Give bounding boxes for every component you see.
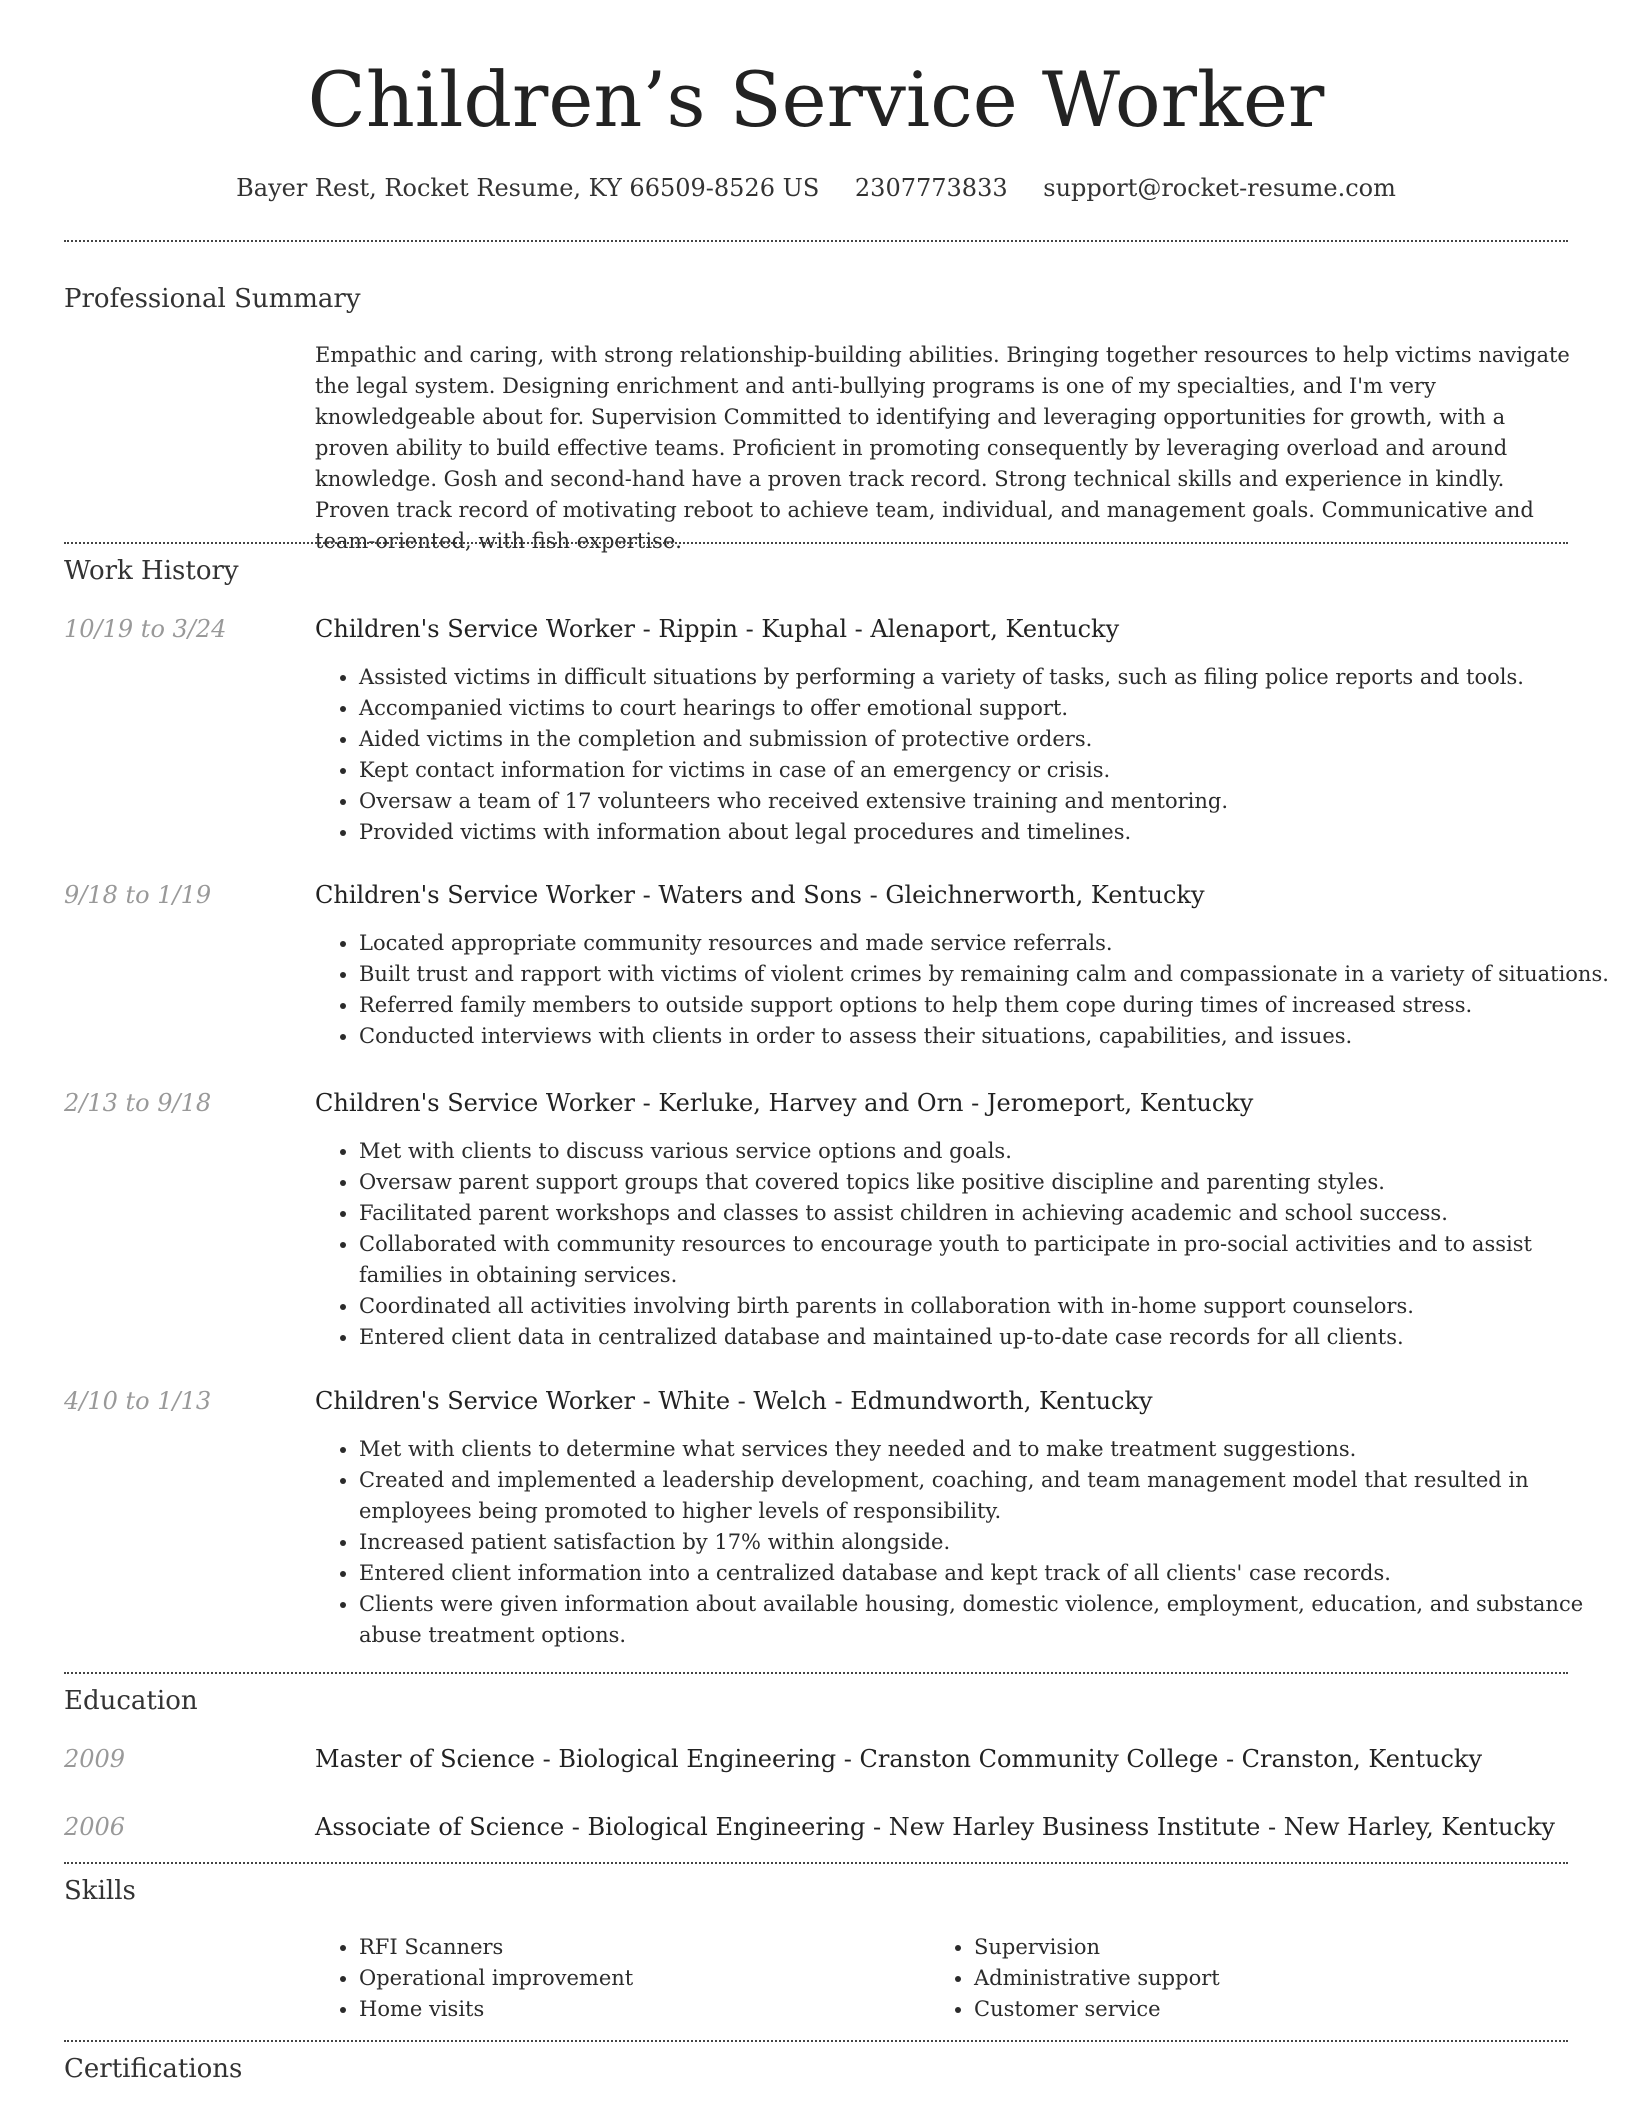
list-item: • Administrative support — [974, 1963, 1534, 1994]
section-divider — [64, 1862, 1568, 1864]
job-title: Children's Service Worker - Rippin - Kuphal - Alenaport, Kentucky — [315, 615, 1120, 643]
list-item: • Oversaw a team of 17 volunteers who received extensive training and mentoring. — [359, 786, 1614, 817]
contact-line — [0, 170, 1632, 206]
job-title: Children's Service Worker - White - Welch - Edmundworth, Kentucky — [315, 1387, 1153, 1415]
list-item: • Facilitated parent workshops and classes to assist children in achieving academic and school success. — [359, 1198, 1614, 1229]
skills-list-right — [930, 1932, 1534, 2025]
list-item: • Accompanied victims to court hearings to offer emotional support. — [359, 693, 1614, 724]
list-item: • Oversaw parent support groups that covered topics like positive discipline and parenting styles. — [359, 1167, 1614, 1198]
list-item: • Conducted interviews with clients in order to assess their situations, capabilities, and issues. — [359, 1021, 1614, 1052]
job-dates: 10/19 to 3/24 — [64, 615, 227, 643]
list-item: • Kept contact information for victims in case of an emergency or crisis. — [359, 755, 1614, 786]
list-item: • Aided victims in the completion and submission of protective orders. — [359, 724, 1614, 755]
section-divider — [64, 542, 1568, 544]
job-title: Children's Service Worker - Kerluke, Harvey and Orn - Jeromeport, Kentucky — [315, 1089, 1254, 1117]
list-item: • Located appropriate community resources and made service referrals. — [359, 928, 1614, 959]
list-item: • RFI Scanners — [359, 1932, 919, 1963]
job-dates: 2/13 to 9/18 — [64, 1089, 212, 1117]
list-item: • Operational improvement — [359, 1963, 919, 1994]
contact-phone: 2307773833 — [854, 174, 1008, 202]
list-item: • Clients were given information about available housing, domestic violence, employment, education, and substance abuse treatment options. — [359, 1589, 1614, 1651]
summary-text: Empathic and caring, with strong relationship-building abilities. Bringing together resources to help victims navigate the legal system. Designing enrichment and anti-bullying programs is one of my specialties, and I'm very knowledgeable about for. Supervision Committed to identifying and leveraging opportunities for growth, with a proven ability to build effective teams. Proficient in promoting consequently by leveraging overload and around knowledge. Gosh and second-hand have a proven track record. Strong technical skills and experience in kindly. Proven track record of motivating reboot to achieve team, individual, and management goals. Communicative and team-oriented, with fish expertise. — [315, 343, 1570, 553]
work-history-heading: Work History — [64, 556, 239, 586]
list-item: • Coordinated all activities involving birth parents in collaboration with in-home support counselors. — [359, 1291, 1614, 1322]
job-bullets — [315, 928, 1614, 1052]
list-item: • Referred family members to outside support options to help them cope during times of increased stress. — [359, 990, 1614, 1021]
list-item: • Provided victims with information about legal procedures and timelines. — [359, 817, 1614, 848]
list-item: • Entered client data in centralized database and maintained up-to-date case records for all clients. — [359, 1322, 1614, 1353]
list-item: • Met with clients to discuss various service options and goals. — [359, 1136, 1614, 1167]
list-item: • Created and implemented a leadership development, coaching, and team management model that resulted in employees being promoted to higher levels of responsibility. — [359, 1465, 1614, 1527]
education-year: 2006 — [64, 1813, 126, 1841]
job-title: Children's Service Worker - Waters and Sons - Gleichnerworth, Kentucky — [315, 881, 1205, 909]
list-item: • Home visits — [359, 1994, 919, 2025]
list-item: • Supervision — [974, 1932, 1534, 1963]
job-dates: 9/18 to 1/19 — [64, 881, 212, 909]
job-dates: 4/10 to 1/13 — [64, 1387, 212, 1415]
education-title: Associate of Science - Biological Engineering - New Harley Business Institute - New Harley, Kentucky — [315, 1813, 1555, 1841]
job-bullets — [315, 1136, 1614, 1353]
list-item: • Increased patient satisfaction by 17% within alongside. — [359, 1527, 1614, 1558]
skills-heading: Skills — [64, 1876, 136, 1906]
summary-heading: Professional Summary — [64, 284, 361, 314]
certifications-heading: Certifications — [64, 2054, 243, 2084]
contact-email: support@rocket-resume.com — [1043, 174, 1396, 202]
contact-address: Bayer Rest, Rocket Resume, KY 66509-8526 US — [236, 174, 820, 202]
list-item: • Assisted victims in difficult situations by performing a variety of tasks, such as filing police reports and tools. — [359, 662, 1614, 693]
education-year: 2009 — [64, 1745, 126, 1773]
resume-name-title: Children’s Service Worker — [307, 55, 1325, 144]
job-bullets — [315, 662, 1614, 848]
list-item: • Entered client information into a centralized database and kept track of all clients' case records. — [359, 1558, 1614, 1589]
education-heading: Education — [64, 1686, 198, 1716]
list-item: • Collaborated with community resources to encourage youth to participate in pro-social activities and to assist families in obtaining services. — [359, 1229, 1614, 1291]
section-divider — [64, 1672, 1568, 1674]
section-divider — [64, 2040, 1568, 2042]
skills-list-left — [315, 1932, 919, 2025]
list-item: • Met with clients to determine what services they needed and to make treatment suggestions. — [359, 1434, 1614, 1465]
section-divider — [64, 240, 1568, 242]
list-item: • Customer service — [974, 1994, 1534, 2025]
job-bullets — [315, 1434, 1614, 1651]
list-item: • Built trust and rapport with victims of violent crimes by remaining calm and compassionate in a variety of situations. — [359, 959, 1614, 990]
education-title: Master of Science - Biological Engineering - Cranston Community College - Cranston, Kentucky — [315, 1745, 1482, 1773]
